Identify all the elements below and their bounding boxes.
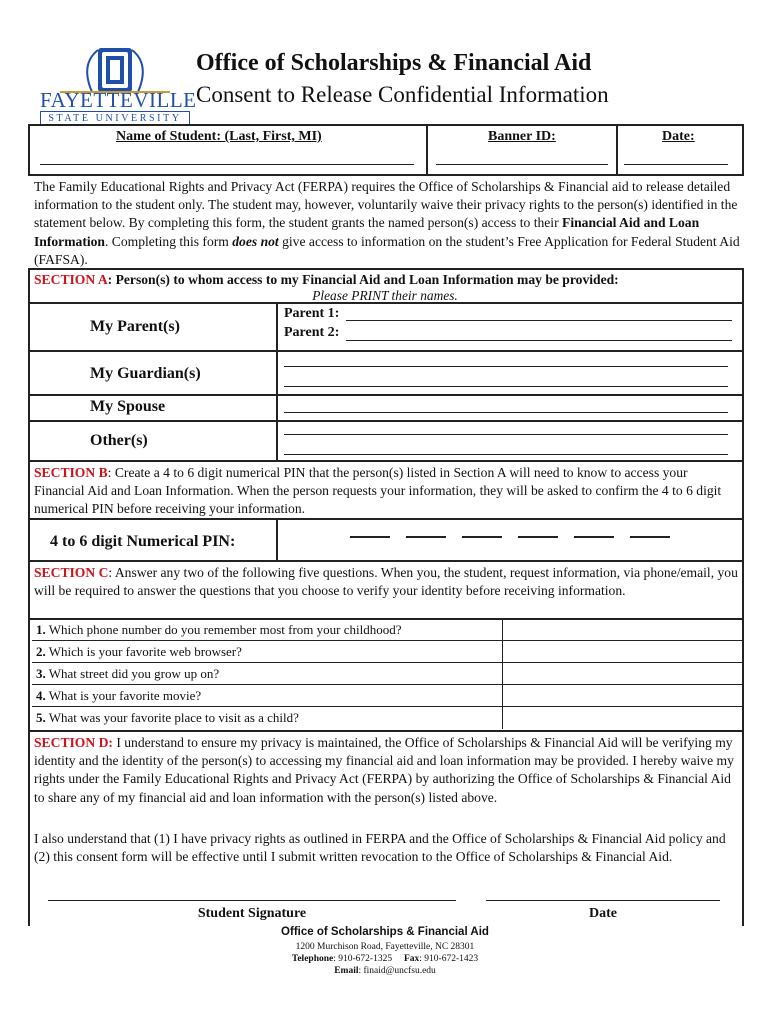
logo-subtitle: STATE UNIVERSITY: [40, 111, 190, 126]
signature-date-label: Date: [589, 906, 617, 921]
footer-address: 1200 Murchison Road, Fayetteville, NC 28301: [295, 942, 475, 952]
student-signature-label: Student Signature: [197, 906, 307, 921]
parent2-label: Parent 2:: [284, 325, 340, 340]
pin-digit-5[interactable]: [574, 536, 614, 538]
other1-field[interactable]: [284, 420, 728, 435]
answer-5-field[interactable]: [502, 707, 742, 729]
parent2-field[interactable]: [346, 324, 732, 341]
answer-2-field[interactable]: [502, 641, 742, 663]
answer-1-field[interactable]: [502, 619, 742, 641]
pin-digit-6[interactable]: [630, 536, 670, 538]
footer-phone-fax: Telephone: 910-672-1325 Fax: 910-672-1423: [291, 954, 479, 964]
question-row: [32, 685, 742, 707]
pin-digit-2[interactable]: [406, 536, 446, 538]
answer-3-field[interactable]: [502, 663, 742, 685]
page-subtitle: Consent to Release Confidential Information: [196, 82, 609, 107]
guardians-label: My Guardian(s): [90, 365, 201, 382]
parent1-label: Parent 1:: [284, 306, 340, 321]
section-b-text: SECTION B: Create a 4 to 6 digit numerical PIN that the person(s) listed in Section A will need to know to access your Financial Aid and Loan Information. When the person requests your information, they will be asked to confirm the 4 to 6 digit numerical PIN before receiving your information.: [34, 465, 722, 517]
footer-email: Email: finaid@uncfsu.edu: [334, 966, 436, 976]
section-a-instruction: Please PRINT their names.: [312, 288, 458, 303]
pin-digit-1[interactable]: [350, 536, 390, 538]
answer-4-field[interactable]: [502, 685, 742, 707]
spouse-field[interactable]: [284, 398, 728, 413]
logo-name: FAYETTEVILLE: [40, 88, 197, 112]
question-row: [32, 707, 742, 729]
pin-input[interactable]: [350, 528, 670, 544]
pin-digit-3[interactable]: [462, 536, 502, 538]
question-5: 5. What was your favorite place to visit as a child?: [36, 710, 299, 725]
banner-id-label: Banner ID:: [488, 129, 556, 144]
parent1-field[interactable]: [346, 304, 732, 321]
footer-office: Office of Scholarships & Financial Aid: [281, 926, 489, 938]
section-d-text2: I also understand that (1) I have privacy rights as outlined in FERPA and the Office of Scholarships & Financial Aid policy and (2) this consent form will be effective until I submit written revocation to the Office of Scholarships & Financial Aid.: [34, 831, 726, 865]
ferpa-intro: The Family Educational Rights and Privacy Act (FERPA) requires the Office of Scholarships & Financial aid to release detailed information to the student only. The student may, however, voluntarily waive their privacy rights to the person(s) identified in the statement below. By completing this form, the student grants the named person(s) access to their Financial Aid and Loan Information. Completing this form does not give access to information on the student’s Free Application for Federal Student Aid (FAFSA).: [34, 179, 740, 267]
student-name-label: Name of Student: (Last, First, MI): [116, 129, 322, 144]
guardian2-field[interactable]: [284, 372, 728, 387]
section-c-text: SECTION C: Answer any two of the following five questions. When you, the student, request information, via phone/email, you will be required to answer the questions that you choose to verify your identity before receiving information.: [34, 565, 738, 599]
pin-digit-4[interactable]: [518, 536, 558, 538]
student-signature-field[interactable]: [48, 884, 456, 901]
question-1: 1. Which phone number do you remember most from your childhood?: [36, 622, 402, 637]
date-label: Date:: [662, 129, 695, 144]
other2-field[interactable]: [284, 440, 728, 455]
signature-date-field[interactable]: [486, 884, 720, 901]
spouse-label: My Spouse: [90, 398, 166, 415]
pin-label: 4 to 6 digit Numerical PIN:: [50, 533, 236, 550]
guardian1-field[interactable]: [284, 352, 728, 367]
question-row: [32, 641, 742, 663]
others-label: Other(s): [90, 432, 148, 449]
question-3: 3. What street did you grow up on?: [36, 666, 220, 681]
page-title: Office of Scholarships & Financial Aid: [196, 50, 592, 76]
university-logo: [40, 44, 197, 126]
banner-id-field[interactable]: [436, 148, 608, 165]
student-name-field[interactable]: [40, 148, 414, 165]
question-2: 2. Which is your favorite web browser?: [36, 644, 242, 659]
parents-label: My Parent(s): [90, 318, 180, 335]
section-a-heading: SECTION A: Person(s) to whom access to my Financial Aid and Loan Information may be provided:: [34, 272, 619, 287]
question-row: [32, 619, 742, 641]
question-4: 4. What is your favorite movie?: [36, 688, 202, 703]
section-d-text: SECTION D: I understand to ensure my privacy is maintained, the Office of Scholarships & Financial Aid will be verifying my identity and the identity of the person(s) to accessing my financial aid and loan information may be provided. I hereby waive my rights under the Family Educational Rights and Privacy Act (FERPA) by authorizing the Office of Scholarships & Financial Aid to share any of my financial aid and loan information with the person(s) listed above.: [34, 735, 734, 805]
date-field[interactable]: [624, 148, 728, 165]
question-row: [32, 663, 742, 685]
